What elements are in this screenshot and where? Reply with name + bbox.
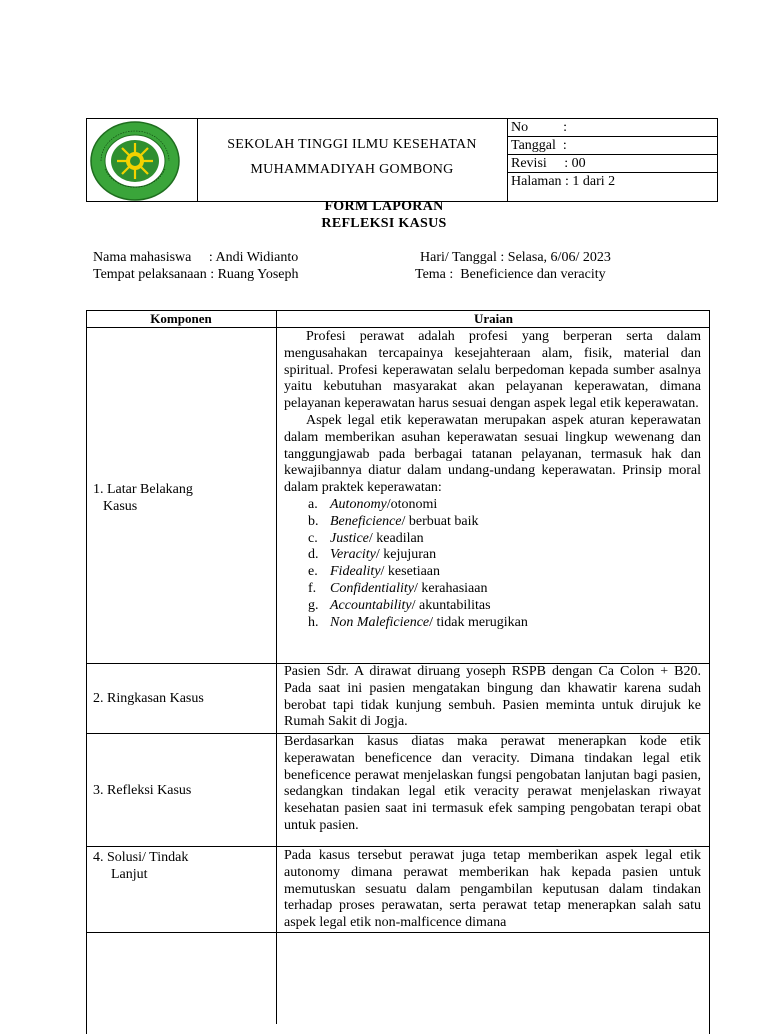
info-tempat: Tempat pelaksanaan : Ruang Yoseph [93, 267, 299, 282]
info-hari-tanggal: Hari/ Tanggal : Selasa, 6/06/ 2023 [420, 250, 611, 265]
meta-no: No : [507, 119, 717, 137]
meta-revisi: Revisi : 00 [507, 155, 717, 173]
principle-meaning: / kerahasiaan [414, 580, 488, 596]
row-label-line1: 1. Latar Belakang [93, 482, 193, 497]
principle-term: Beneficience [330, 513, 402, 529]
list-item [284, 547, 701, 564]
info-tema: Tema : Beneficience dan veracity [415, 267, 606, 282]
list-item [284, 598, 701, 615]
document-header [86, 118, 718, 202]
info-nama-mahasiswa: Nama mahasiswa : Andi Widianto [93, 250, 299, 265]
list-item [284, 497, 701, 514]
document-meta [507, 119, 717, 201]
principle-list [284, 497, 701, 631]
meta-tanggal: Tanggal : [507, 137, 717, 155]
list-marker: c. [308, 530, 318, 546]
column-divider [276, 310, 277, 1024]
principle-meaning: / akuntabilitas [411, 597, 491, 613]
row-label-line2: Lanjut [111, 867, 148, 882]
principle-meaning: / tidak merugikan [429, 614, 528, 630]
list-marker: g. [308, 597, 319, 613]
row-label-line1: 4. Solusi/ Tindak [93, 850, 189, 865]
column-header-uraian: Uraian [474, 311, 513, 326]
principle-term: Autonomy [330, 496, 387, 512]
list-marker: b. [308, 513, 319, 529]
school-name-cell [197, 119, 508, 201]
row-content-latar-belakang [284, 329, 701, 631]
list-marker: a. [308, 496, 318, 512]
principle-meaning: / kesetiaan [380, 564, 441, 580]
principle-meaning: / keadilan [368, 530, 424, 546]
header-rule [86, 327, 710, 328]
list-item [284, 564, 701, 581]
list-item [284, 615, 701, 632]
paragraph-profesi: Profesi perawat adalah profesi yang berperan serta dalam mengusahakan tercapainya kesejahteraan alam, fisik, material dan spiritual. Profesi keperawatan selalu berpedoman kepada sumber asalnya yaitu kebutuhan masyarakat akan pelayanan keperawatan, dimana pelayanan keperawatan harus sesuai dengan aspek legal etik keperawatan. [284, 329, 701, 412]
list-item [284, 514, 701, 531]
row-label-latar-belakang [93, 481, 193, 515]
principle-term: Non Maleficience [330, 614, 430, 630]
principle-term: Veracity [330, 547, 376, 563]
row-content-solusi: Pada kasus tersebut perawat juga tetap memberikan aspek legal etik autonomy dimana perawat memberikan hak kepada pasien untuk memutuskan sesuatu dalam pengambilan keputusan dalam tindakan terhadap proses perawatan, serta perawat tetap menerapkan salah satu aspek legal etik non-malficence dimana [284, 848, 701, 931]
school-logo [87, 119, 197, 201]
list-marker: f. [308, 580, 317, 596]
principle-meaning: / berbuat baik [401, 513, 479, 529]
row-content-refleksi-kasus: Berdasarkan kasus diatas maka perawat menerapkan kode etik keperawatan beneficence dan veracity. Dimana tindakan legal etik beneficence perawat menjelaskan fungsi pengobatan lanjutan bagi pasien, sedangkan tindakan legal etik veracity perawat menjelaskan riwayat kesehatan pasien saat ini termasuk efek samping pengobatan terapi obat untuk pasien. [284, 734, 701, 833]
row-content-ringkasan-kasus: Pasien Sdr. A dirawat diruang yoseph RSPB dengan Ca Colon + B20. Pada saat ini pasien mengatakan bingung dan khawatir karena sudah berobat tapi tidak kunjung sembuh. Pasien meminta untuk dirujuk ke Rumah Sakit di Jogja. [284, 664, 701, 730]
list-marker: h. [308, 614, 319, 630]
row-rule-4 [86, 932, 710, 933]
principle-meaning: / kejujuran [375, 547, 437, 563]
principle-term: Accountability [330, 597, 412, 613]
principle-term: Confidentiality [330, 580, 414, 596]
principle-term: Fideality [330, 564, 381, 580]
row-label-solusi [93, 849, 188, 883]
row-label-line2: Kasus [103, 499, 138, 514]
form-title: FORM LAPORAN [324, 199, 444, 214]
row-label-ringkasan-kasus: 2. Ringkasan Kasus [93, 691, 204, 706]
list-marker: e. [308, 564, 318, 580]
meta-halaman: Halaman : 1 dari 2 [511, 174, 616, 189]
list-item [284, 531, 701, 548]
form-subtitle: REFLEKSI KASUS [321, 216, 447, 231]
list-marker: d. [308, 547, 319, 563]
principle-term: Justice [330, 530, 369, 546]
principle-meaning: /otonomi [386, 496, 438, 512]
school-name-line2: MUHAMMADIYAH GOMBONG [250, 162, 454, 177]
school-name-line1: SEKOLAH TINGGI ILMU KESEHATAN [227, 137, 477, 152]
column-header-komponen: Komponen [150, 311, 212, 326]
paragraph-aspek-legal: Aspek legal etik keperawatan merupakan aspek aturan keperawatan dalam memberikan asuhan keperawatan sesuai lingkup wewenang dan tanggungjawab pada berbagai tatanan pelayanan, termasuk hak dan kewajibannya diatur dalam undang-undang keperawatan. Prinsip moral dalam praktek keperawatan: [284, 412, 701, 496]
logo-cell [87, 119, 198, 201]
row-label-refleksi-kasus: 3. Refleksi Kasus [93, 783, 192, 798]
list-item [284, 581, 701, 598]
row-rule-3 [86, 846, 710, 847]
